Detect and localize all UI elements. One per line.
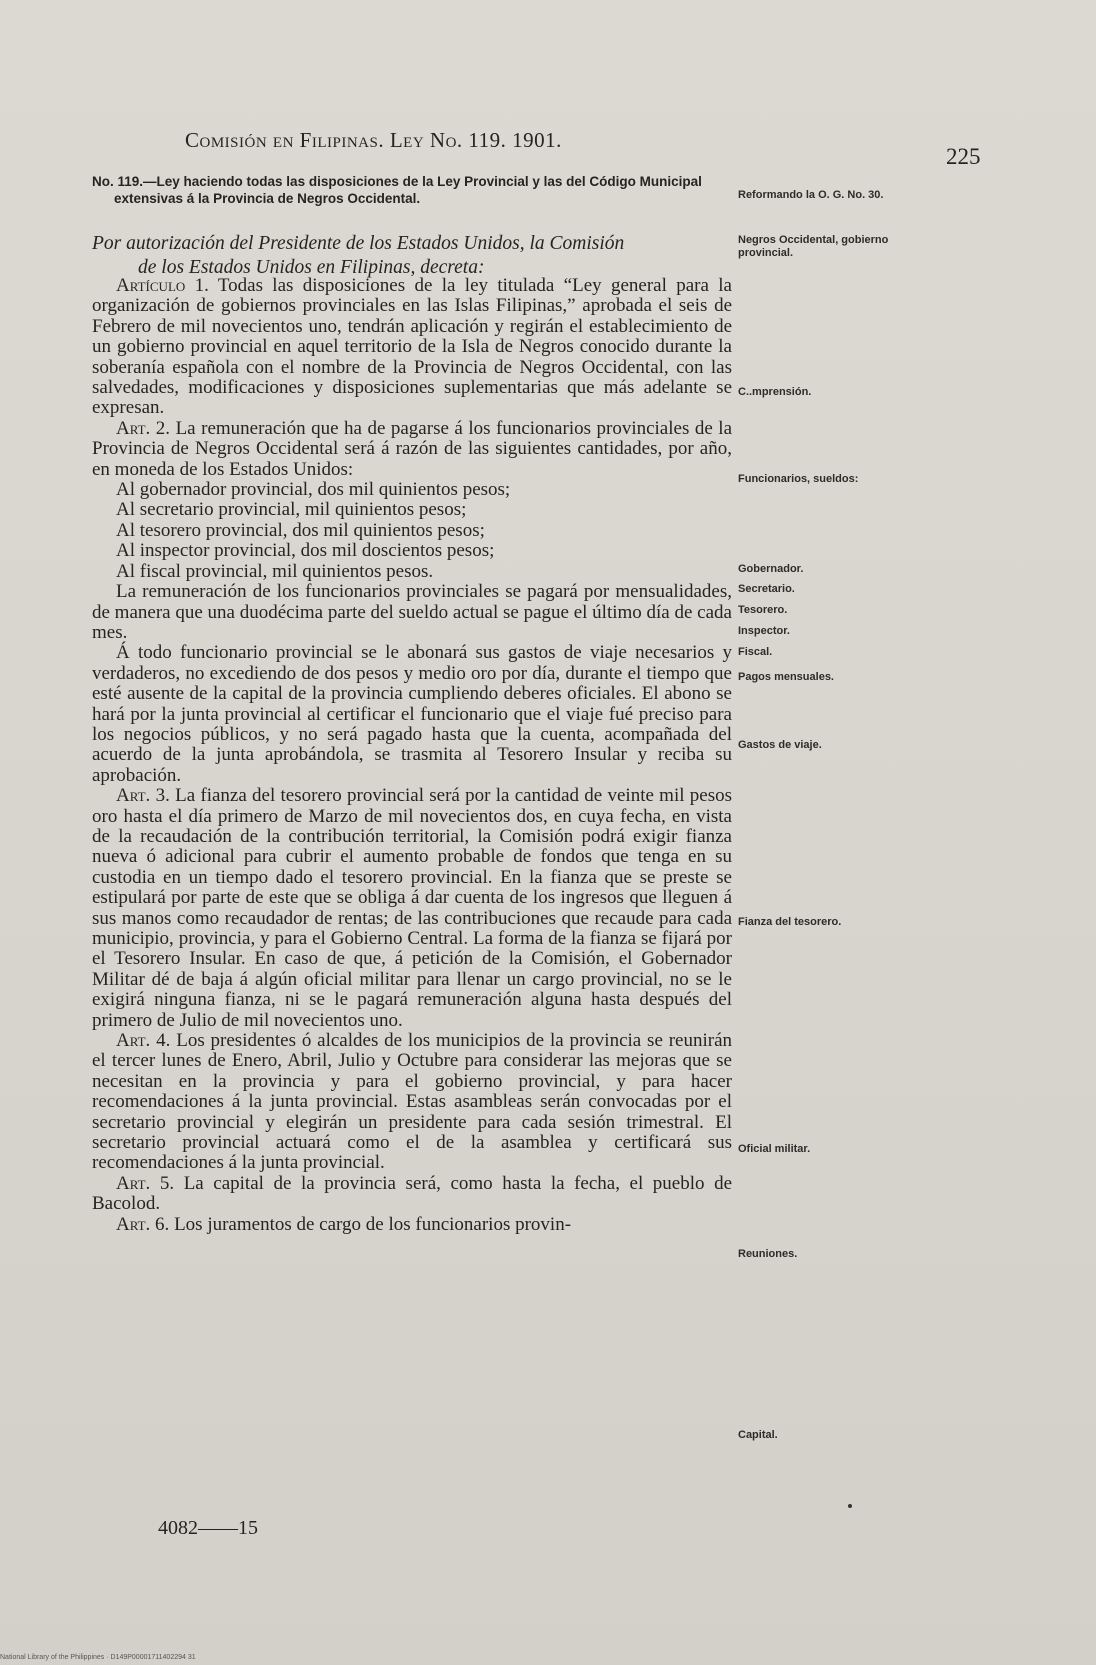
footer-credit: National Library of the Philippines · D149P00001711402294 31 [0,1654,196,1661]
margin-note-treasurer: Tesorero. [738,604,788,616]
margin-note-comprension: C..mprensión. [738,386,812,398]
salary-item-secretary: Al secretario provincial, mil quinientos pesos; [116,499,467,521]
margin-note-salaries: Funcionarios, sueldos: [738,473,859,485]
running-head: Comisión en Filipinas. Ley No. 119. 1901. [185,128,562,152]
article-label: Art. 5. [116,1172,175,1194]
margin-note-monthly-pay: Pagos mensuales. [738,671,834,683]
article-text: La remuneración que ha de pagarse á los funcionarios provinciales de la Provincia de Negros Occidental será á razón de las siguientes cantidades, por año, en moneda de los Estados Unidos: [92,417,733,480]
article-5 [92,1174,732,1215]
margin-note-secretary: Secretario. [738,583,795,595]
margin-note-fiscal: Fiscal. [738,646,773,658]
monthly-pay-paragraph: La remuneración de los funcionarios provinciales se pagará por mensualidades, de manera que una duodécima parte del sueldo actual se pague el último día de cada mes. [92,581,732,643]
enacting-line-2: de los Estados Unidos en Filipinas, decreta: [138,257,485,278]
enacting-line-1: Por autorización del Presidente de los Estados Unidos, la Comisión [92,233,625,254]
article-text: La fianza del tesorero provincial será por la cantidad de veinte mil pesos oro hasta el día primero de Marzo de mil novecientos dos, en cuya fecha, en vista de la recaudación de la contribución territorial, la Comisión podrá exigir fianza nueva ó adicional para cubrir el aumento probable de fondos que tenga en su custodia en un tiempo dado el tesorero provincial. En la fianza que se preste se estipulará por parte de este que se obliga á dar cuenta de los ingresos que lleguen á sus manos como recaudador de rentas; de las contribuciones que recaude para cada municipio, provincia, y para el Gobierno Central. La forma de la fianza se fijará por el Tesorero Insular. En caso de que, á petición de la Comisión, el Gobernador Militar dé de baja á algún oficial militar para llenar un cargo provincial, no se le exigirá ninguna fianza, ni se le pagará remuneración alguna hasta después del primero de Julio de mil novecientos uno. [92,785,733,1031]
margin-note-inspector: Inspector. [738,625,790,637]
margin-note-reform: Reformando la O. G. No. 30. [738,189,884,201]
article-text: Todas las disposiciones de la ley titulada “Ley general para la organización de gobiernos provinciales en las Islas Filipinas,” aprobada el seis de Febrero de mil novecientos uno, tendrán aplicación y regirán el establecimiento de un gobierno provincial en aquel territorio de la Isla de Negros conocido durante la soberanía española con el nombre de la Provincia de Negros Occidental, con las salvedades, modificaciones y disposiciones suplementarias que más adelante se expresan. [92,275,732,419]
printer-signature: 4082——15 [158,1517,258,1539]
article-3 [92,786,732,1031]
travel-expenses-paragraph: Á todo funcionario provincial se le abonará sus gastos de viaje necesarios y verdaderos, no excediendo de dos pesos y medio oro por día, durante el tiempo que esté ausente de la capital de la provincia cumpliendo deberes oficiales. El abono se hará por la junta provincial al certificar el funcionario que el viaje fué preciso para los negocios públicos, y no será pagado hasta que la cuenta, acompañada del acuerdo de la junta aprobándola, se trasmita al Tesorero Insular y reciba su aprobación. [92,642,732,786]
article-4 [92,1031,732,1174]
page-number: 225 [946,144,981,169]
salary-item-treasurer: Al tesorero provincial, dos mil quinientos pesos; [116,519,485,541]
salary-item-inspector: Al inspector provincial, dos mil doscientos pesos; [116,540,495,562]
article-text: La capital de la provincia será, como hasta la fecha, el pueblo de Bacolod. [92,1172,733,1215]
article-label: Art. 3. [116,785,170,807]
article-1 [92,276,732,419]
article-2 [92,419,732,480]
salary-item-governor: Al gobernador provincial, dos mil quinientos pesos; [116,479,511,501]
law-title: No. 119.—Ley haciendo todas las disposiciones de la Ley Provincial y las del Código Municipal extensivas á la Provincia de Negros Occidental. [92,174,702,206]
margin-note-negros: Negros Occidental, gobierno provincial. [738,234,889,259]
ink-speck [848,1504,852,1508]
margin-note-military: Oficial militar. [738,1143,811,1155]
margin-note-governor: Gobernador. [738,563,804,575]
article-label: Art. 6. [116,1213,170,1235]
article-text: Los juramentos de cargo de los funcionarios provin- [174,1213,572,1235]
margin-note-travel: Gastos de viaje. [738,739,822,751]
article-label: Art. 4. [116,1030,171,1052]
margin-note-meetings: Reuniones. [738,1248,798,1260]
law-body [92,276,732,1235]
margin-note-capital: Capital. [738,1429,778,1441]
article-6 [92,1215,732,1235]
article-label: Artículo 1. [116,275,209,296]
article-text: Los presidentes ó alcaldes de los municipios de la provincia se reunirán el tercer lunes de Enero, Abril, Julio y Octubre para considerar las mejoras que se necesitan en la provincia y para el gobierno provincial, y para hacer recomendaciones á la junta provincial. Estas asambleas serán convocadas por el secretario provincial y elegirán un presidente para cada sesión trimestral. El secretario provincial actuará como el de la asamblea y certificará sus recomendaciones á la junta provincial. [92,1030,733,1174]
enacting-clause [92,232,732,280]
article-label: Art. 2. [116,417,171,439]
margin-note-bond: Fianza del tesorero. [738,916,842,928]
salary-item-fiscal: Al fiscal provincial, mil quinientos pesos. [116,560,434,582]
